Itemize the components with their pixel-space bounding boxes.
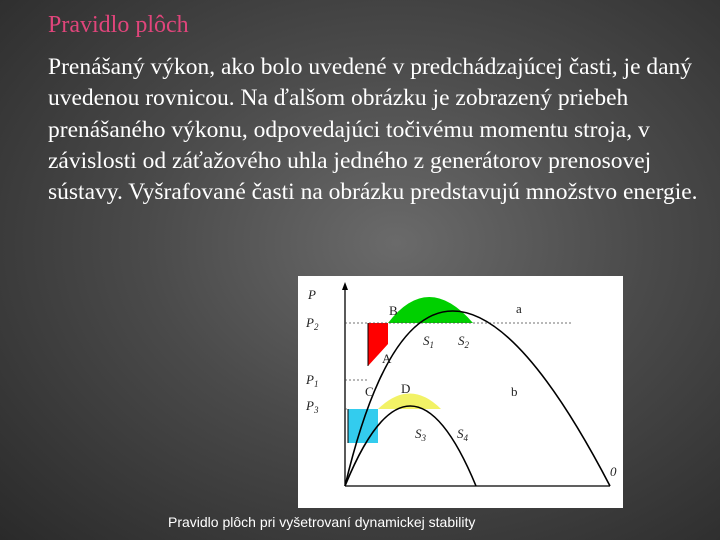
power-angle-diagram [298,276,623,508]
point-label-c: C [365,384,374,399]
area-label-s4: $S_4$ [457,426,468,443]
area-label-s3: $S_3$ [415,426,426,443]
axis-label-p3: $P_3$ [306,398,319,415]
power-angle-figure [298,276,623,508]
point-label-a: A [382,351,392,366]
point-label-d: D [401,381,411,396]
curve-label-a: a [516,301,522,316]
axis-label-p1: $P_1$ [306,372,319,389]
area-label-s2: $S_2$ [458,333,469,350]
curve-label-b: b [511,384,518,399]
point-label-b: B [389,303,398,318]
y-axis-arrow [342,282,348,290]
axis-label-p: P [308,287,316,302]
axis-label-origin: 0 [610,464,617,479]
area-s2 [388,297,473,323]
area-s3 [348,409,378,443]
slide-paragraph: Prenášaný výkon, ako bolo uvedené v predchádzajúcej časti, je daný uvedenou rovnicou. Na ďalšom obrázku je zobrazený priebeh prenášaného výkonu, odpovedajúci točivému momentu stroja, v závislosti od záťažového uhla jedného z generátorov prenosovej sústavy. Vyšrafované časti na obrázku predstavujú množstvo energie. [48,54,698,206]
figure-caption: Pravidlo plôch pri vyšetrovaní dynamickej stability [168,514,476,530]
axis-label-p2: $P_2$ [306,315,319,332]
area-label-s1: $S_1$ [423,333,434,350]
slide-title: Pravidlo plôch [48,12,189,38]
